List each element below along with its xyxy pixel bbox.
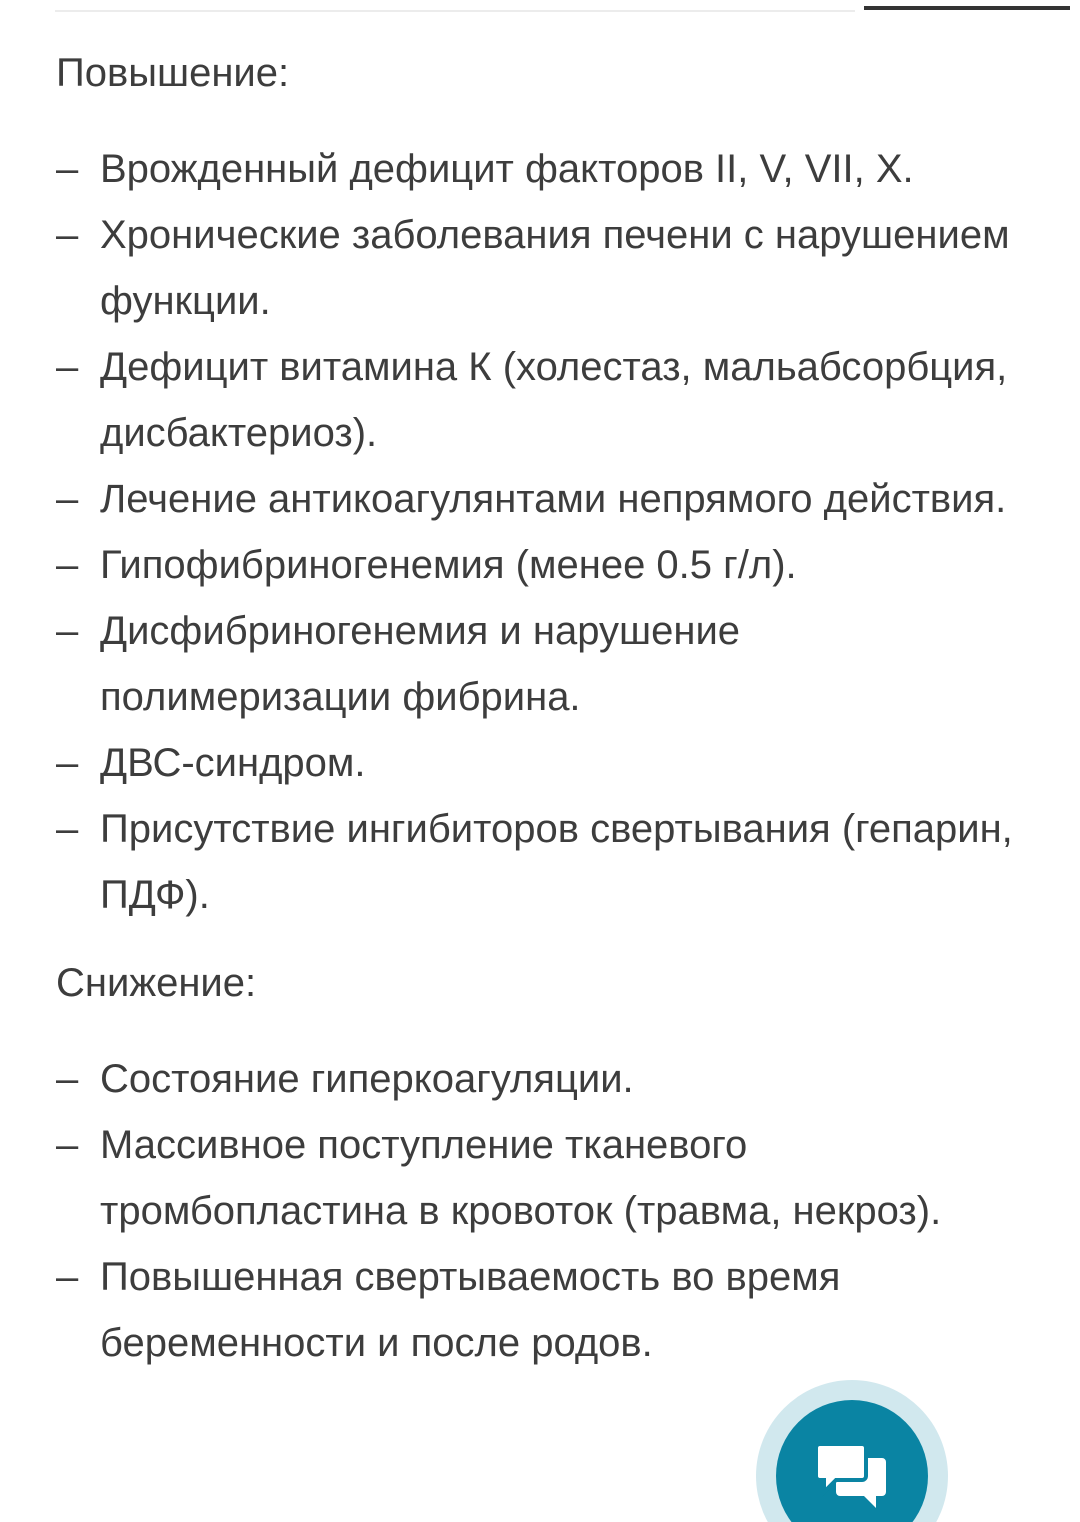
bullet-dash: – xyxy=(56,543,79,587)
list-item-text: Присутствие ингибиторов свертывания (гепарин, ПДФ). xyxy=(100,807,1013,917)
list-item xyxy=(56,1112,1016,1244)
bullet-dash: – xyxy=(56,741,79,785)
bullet-dash: – xyxy=(56,1123,79,1167)
list-item xyxy=(56,598,1016,730)
bullet-dash: – xyxy=(56,807,79,851)
bullet-dash: – xyxy=(56,1057,79,1101)
list-item-text: ДВС-синдром. xyxy=(100,741,366,785)
list-item xyxy=(56,334,1016,466)
list-item-text: Лечение антикоагулянтами непрямого действия. xyxy=(100,477,1007,521)
list-item xyxy=(56,1046,1016,1112)
cause-list xyxy=(56,1046,1016,1376)
list-item-text: Дефицит витамина К (холестаз, мальабсорбция, дисбактериоз). xyxy=(100,345,1008,455)
list-item xyxy=(56,532,1016,598)
bullet-dash: – xyxy=(56,345,79,389)
section-increase xyxy=(56,40,1016,928)
list-item-text: Повышенная свертываемость во время беременности и после родов. xyxy=(100,1255,841,1365)
list-item xyxy=(56,796,1016,928)
list-item-text: Гипофибриногенемия (менее 0.5 г/л). xyxy=(100,543,797,587)
section-decrease xyxy=(56,950,1016,1376)
section-heading: Снижение: xyxy=(56,961,257,1005)
list-item xyxy=(56,1244,1016,1376)
bullet-dash: – xyxy=(56,1255,79,1299)
list-item-text: Дисфибриногенемия и нарушение полимеризации фибрина. xyxy=(100,609,741,719)
section-heading: Повышение: xyxy=(56,51,290,95)
bullet-dash: – xyxy=(56,609,79,653)
list-item xyxy=(56,136,1016,202)
list-item xyxy=(56,730,1016,796)
chat-bubbles-icon xyxy=(816,1436,888,1516)
cause-list xyxy=(56,136,1016,928)
list-item-text: Массивное поступление тканевого тромбопластина в кровоток (травма, некроз). xyxy=(100,1123,942,1233)
article-content xyxy=(56,40,1016,1376)
bullet-dash: – xyxy=(56,477,79,521)
active-tab-indicator xyxy=(864,6,1070,10)
bullet-dash: – xyxy=(56,213,79,257)
list-item-text: Хронические заболевания печени с нарушением функции. xyxy=(100,213,1010,323)
list-item-text: Врожденный дефицит факторов II, V, VII, X. xyxy=(100,147,914,191)
bullet-dash: – xyxy=(56,147,79,191)
list-item xyxy=(56,202,1016,334)
list-item-text: Состояние гиперкоагуляции. xyxy=(100,1057,634,1101)
list-item xyxy=(56,466,1016,532)
top-divider xyxy=(55,10,855,12)
